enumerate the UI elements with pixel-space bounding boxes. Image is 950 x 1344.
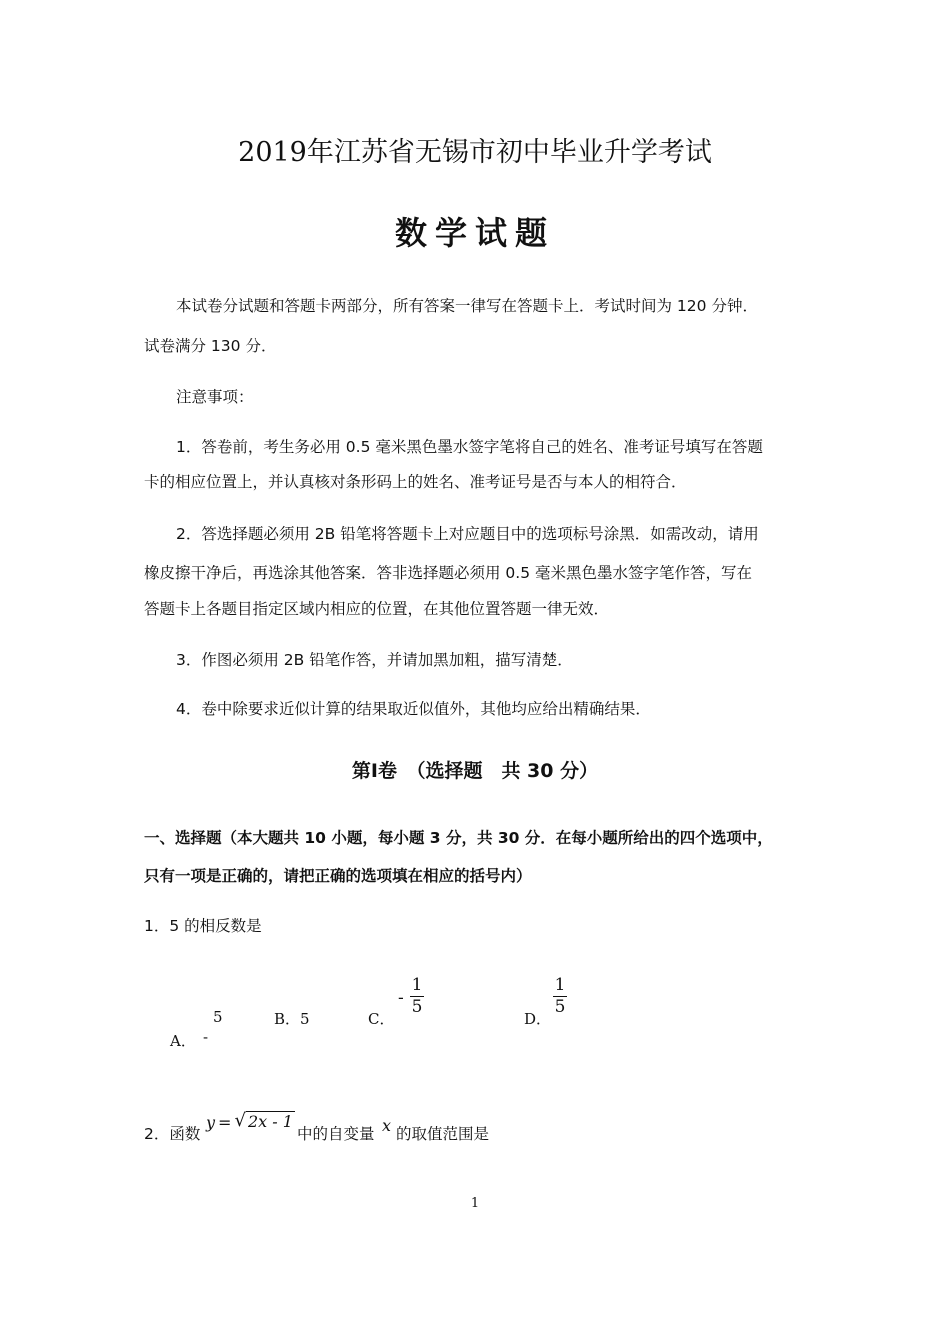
question-2-prefix: 2．函数 xyxy=(144,1125,201,1143)
formula-equals: = xyxy=(218,1113,232,1132)
part1-instructions-line-1: 一、选择题（本大题共 10 小题，每小题 3 分，共 30 分．在每小题所给出的四个选项中， xyxy=(144,829,773,847)
option-d-denominator: 5 xyxy=(554,997,566,1017)
option-c-denominator: 5 xyxy=(411,997,423,1017)
exam-subtitle: 数学试题 xyxy=(394,214,555,252)
option-b: B．5 xyxy=(274,1010,310,1028)
option-c-fraction xyxy=(410,976,424,1017)
question-2-middle: 中的自变量 xyxy=(297,1125,375,1143)
note-2-line-1: 2．答选择题必须用 2B 铅笔将答题卡上对应题目中的选项标号涂黑．如需改动，请用 xyxy=(176,525,759,543)
part1-instructions-line-2: 只有一项是正确的，请把正确的选项填在相应的括号内） xyxy=(144,867,532,885)
option-c-numerator: 1 xyxy=(411,975,423,995)
option-a-label: A． xyxy=(170,1032,196,1050)
option-c-minus-sign: - xyxy=(398,988,404,1008)
option-d-label: D． xyxy=(524,1010,552,1028)
question-2-formula xyxy=(206,1106,295,1132)
sqrt-symbol: √ xyxy=(234,1110,246,1131)
note-1-line-1: 1．答卷前，考生务必用 0.5 毫米黑色墨水签字笔将自己的姓名、准考证号填写在答题 xyxy=(176,438,763,456)
exam-title: 2019年江苏省无锡市初中毕业升学考试 xyxy=(238,137,712,168)
note-2-line-3: 答题卡上各题目指定区域内相应的位置，在其他位置答题一律无效． xyxy=(144,600,610,618)
section-heading: 第Ⅰ卷 （选择题 共 30 分） xyxy=(351,760,599,782)
note-3: 3．作图必须用 2B 铅笔作答，并请加黑加粗，描写清楚． xyxy=(176,651,573,669)
option-a-minus-sign: - xyxy=(203,1028,209,1046)
formula-y-variable: y xyxy=(206,1113,216,1132)
note-2-line-2: 橡皮擦干净后，再选涂其他答案．答非选择题必须用 0.5 毫米黑色墨水签字笔作答，写在 xyxy=(144,564,753,582)
option-d-fraction xyxy=(553,976,567,1017)
notes-heading: 注意事项： xyxy=(176,388,254,406)
question-1-stem: 1．5 的相反数是 xyxy=(144,917,262,935)
question-2-suffix: 的取值范围是 xyxy=(396,1125,490,1143)
option-d-numerator: 1 xyxy=(554,975,566,995)
intro-line-2: 试卷满分 130 分． xyxy=(144,337,277,355)
intro-line-1: 本试卷分试题和答题卡两部分，所有答案一律写在答题卡上．考试时间为 120 分钟． xyxy=(176,297,758,315)
option-c-label: C． xyxy=(368,1010,395,1028)
formula-radicand: 2x - 1 xyxy=(247,1112,293,1131)
note-1-line-2: 卡的相应位置上，并认真核对条形码上的姓名、准考证号是否与本人的相符合． xyxy=(144,473,687,491)
option-a-value: 5 xyxy=(213,1008,223,1026)
page-number: 1 xyxy=(470,1196,480,1211)
note-4: 4．卷中除要求近似计算的结果取近似值外，其他均应给出精确结果． xyxy=(176,700,651,718)
formula-x-variable: x xyxy=(382,1116,392,1135)
